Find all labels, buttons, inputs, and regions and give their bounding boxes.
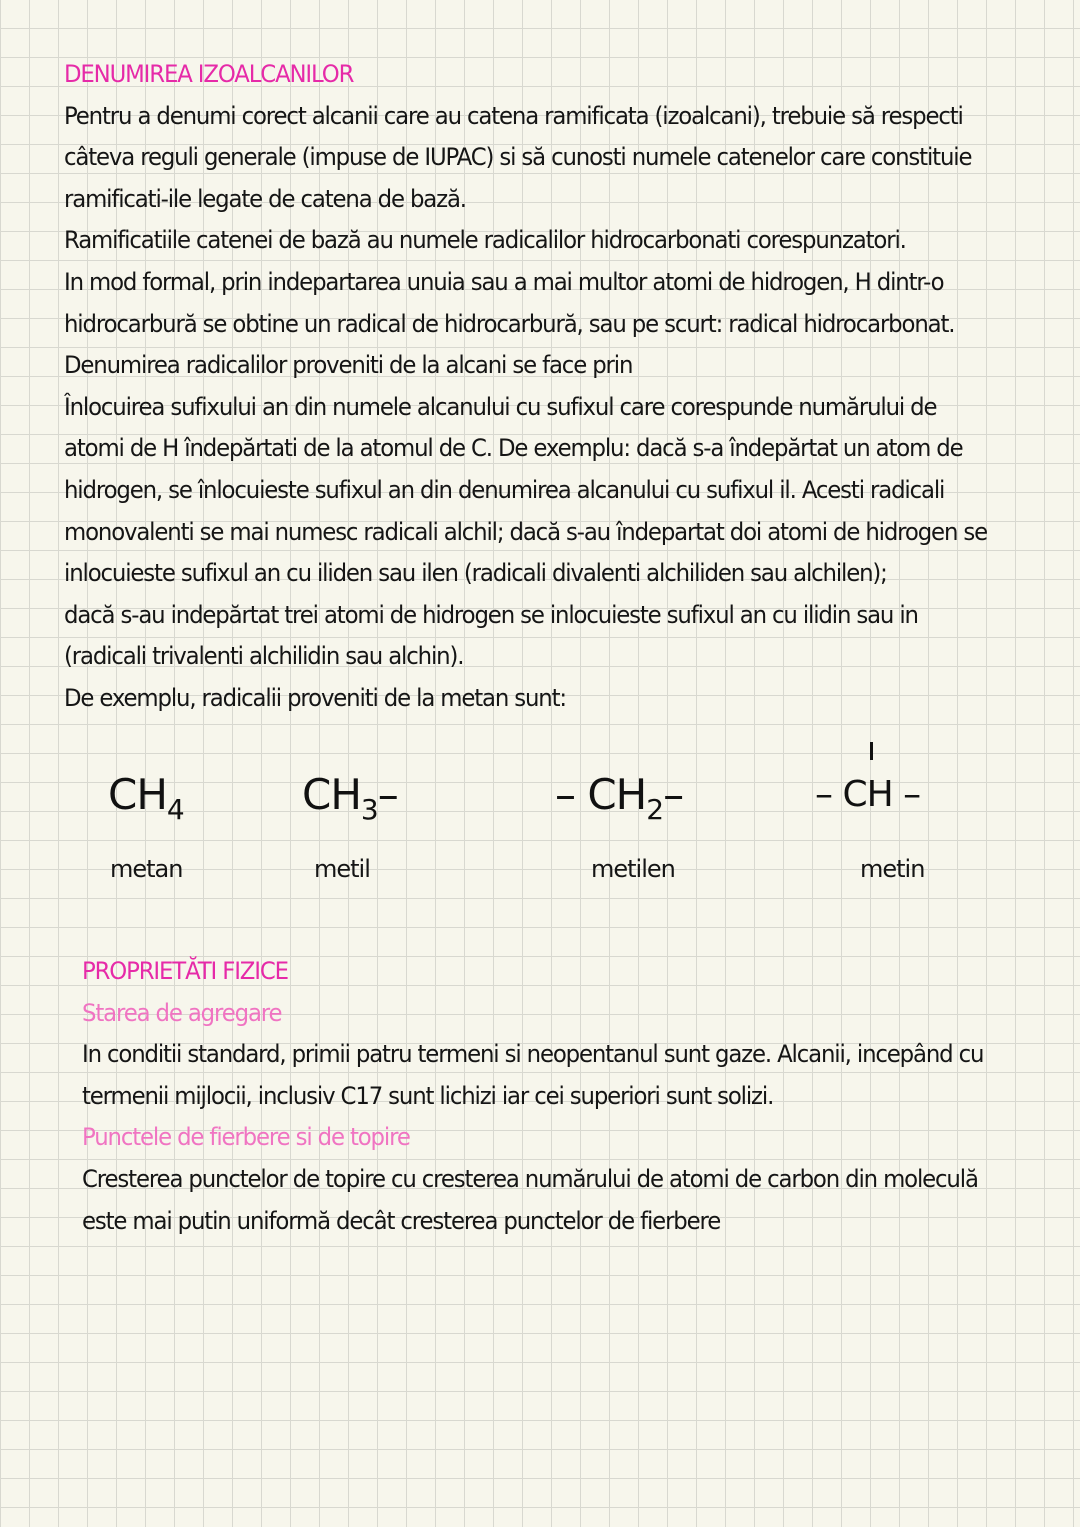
formula: $CH_3-$: [302, 770, 398, 826]
section-proprietati: [82, 951, 1031, 1242]
text-line: este mai putin uniformă decât cresterea punctelor de fierbere: [82, 1206, 721, 1235]
section-izoalcani: [64, 54, 1036, 720]
formula: $CH_4$: [108, 770, 184, 826]
formula-label: metilen: [591, 855, 675, 883]
text-line: inlocuieste sufixul an cu iliden sau ilen (radicali divalenti alchiliden sau alchilen);: [64, 559, 887, 588]
formula-label: metil: [314, 855, 370, 883]
text-line: hidrogen, se înlocuieste sufixul an din denumirea alcanului cu sufixul il. Acesti radicali: [64, 475, 945, 504]
text-line: Cresterea punctelor de topire cu cresterea numărului de atomi de carbon din moleculă: [82, 1164, 978, 1193]
text-line: Denumirea radicalilor proveniti de la alcani se face prin: [64, 351, 633, 380]
text-line: termenii mijlocii, inclusiv C17 sunt lichizi iar cei superiori sunt solizi.: [82, 1081, 774, 1110]
section-title: PROPRIETĂTI FIZICE: [82, 957, 288, 985]
paragraph: [64, 96, 1036, 720]
text-line: De exemplu, radicalii proveniti de la metan sunt:: [64, 683, 566, 712]
text-line: hidrocarbură se obtine un radical de hidrocarbură, sau pe scurt: radical hidrocarbonat.: [64, 309, 955, 338]
formula-label: metan: [110, 855, 183, 883]
text-line: In conditii standard, primii patru termeni si neopentanul sunt gaze. Alcanii, incepând cu: [82, 1040, 984, 1069]
text-line: ramificati-ile legate de catena de bază.: [64, 184, 466, 213]
formula: – $CH_2-$: [555, 770, 684, 826]
text-line: Înlocuirea sufixului an din numele alcanului cu sufixul care corespunde numărului de: [64, 392, 937, 421]
text-line: atomi de H îndepărtati de la atomul de C. De exemplu: dacă s-a îndepărtat un atom de: [64, 434, 963, 463]
text-line: câteva reguli generale (impuse de IUPAC) si să cunosti numele catenelor care constituie: [64, 143, 972, 172]
text-line: Pentru a denumi corect alcanii care au catena ramificata (izoalcani), trebuie să respecti: [64, 101, 963, 130]
text-line: (radicali trivalenti alchilidin sau alchin).: [64, 642, 464, 671]
formula-label: metin: [860, 855, 925, 883]
section-title: DENUMIREA IZOALCANILOR: [64, 60, 354, 88]
text-line: Ramificatiile catenei de bază au numele radicalilor hidrocarbonati corespunzatori.: [64, 226, 906, 255]
text-line: dacă s-au indepărtat trei atomi de hidrogen se inlocuieste sufixul an cu ilidin sau in: [64, 600, 918, 629]
subheading: Punctele de fierbere si de topire: [82, 1123, 410, 1152]
bond-line: [870, 742, 873, 760]
text-line: monovalenti se mai numesc radicali alchil; dacă s-au îndepartat doi atomi de hidrogen se: [64, 517, 987, 546]
formula: – CH –: [815, 774, 921, 815]
subheading: Starea de agregare: [82, 998, 282, 1027]
text-line: In mod formal, prin indepartarea unuia sau a mai multor atomi de hidrogen, H dintr-o: [64, 267, 944, 296]
